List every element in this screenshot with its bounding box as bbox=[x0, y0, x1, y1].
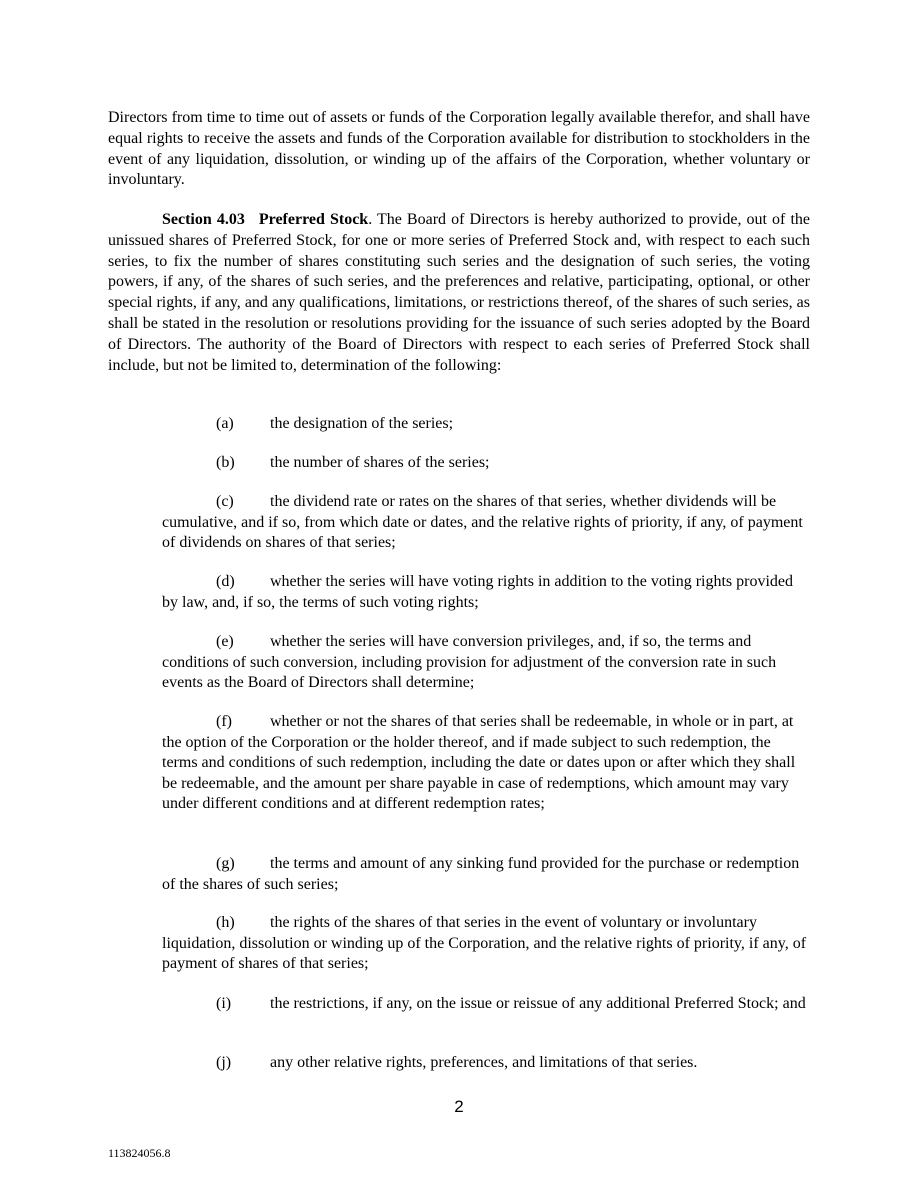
list-item-e bbox=[162, 632, 810, 694]
list-item-b bbox=[162, 453, 810, 474]
list-item-text: the number of shares of the series; bbox=[270, 454, 490, 471]
list-item-text: the restrictions, if any, on the issue or reissue of any additional Preferred Stock; and bbox=[270, 995, 806, 1012]
list-item-text: the dividend rate or rates on the shares of that series, whether dividends will be cumulative, and if so, from which date or dates, and the relative rights of priority, if any, of payment of dividends on shares of that series; bbox=[162, 493, 803, 551]
list-item-label: (h) bbox=[216, 914, 235, 931]
list-item-text: the terms and amount of any sinking fund provided for the purchase or redemption of the shares of such series; bbox=[162, 855, 800, 893]
list-item-c bbox=[162, 492, 810, 554]
document-id: 113824056.8 bbox=[108, 1146, 171, 1160]
list-item-text: the designation of the series; bbox=[270, 415, 454, 432]
list-item-label: (f) bbox=[216, 713, 232, 730]
list-item-text: the rights of the shares of that series in the event of voluntary or involuntary liquidation, dissolution or winding up of the Corporation, and the relative rights of priority, if any, of payment of shares of that series; bbox=[162, 914, 807, 972]
section-4-03-paragraph bbox=[108, 210, 810, 376]
page-number: 2 bbox=[454, 1097, 464, 1116]
list-item-label: (b) bbox=[216, 454, 235, 471]
section-body: . The Board of Directors is hereby authorized to provide, out of the unissued shares of Preferred Stock, for one or more series of Preferred Stock and, with respect to each such series, to fix the number of shares constituting such series and the designation of such series, the voting powers, if any, of the shares of such series, and the preferences and relative, participating, optional, or other special rights, if any, and any qualifications, limitations, or restrictions thereof, of the shares of such series, as shall be stated in the resolution or resolutions providing for the issuance of such series adopted by the Board of Directors. The authority of the Board of Directors with respect to each series of Preferred Stock shall include, but not be limited to, determination of the following: bbox=[108, 211, 811, 374]
list-item-label: (j) bbox=[216, 1054, 232, 1071]
list-item-text: whether the series will have conversion privileges, and, if so, the terms and conditions of such conversion, including provision for adjustment of the conversion rate in such events as the Board of Directors shall determine; bbox=[162, 633, 777, 691]
list-item-d bbox=[162, 572, 810, 613]
list-item-label: (c) bbox=[216, 493, 234, 510]
list-item-label: (a) bbox=[216, 415, 234, 432]
list-item-g bbox=[162, 854, 810, 895]
list-item-label: (i) bbox=[216, 995, 232, 1012]
list-item-i bbox=[162, 994, 810, 1015]
list-item-h bbox=[162, 913, 810, 975]
list-item-label: (d) bbox=[216, 573, 235, 590]
section-heading bbox=[162, 211, 368, 228]
intro-paragraph: Directors from time to time out of assets or funds of the Corporation legally available therefor, and shall have equal rights to receive the assets and funds of the Corporation available for distribution to stockholders in the event of any liquidation, dissolution, or winding up of the affairs of the Corporation, whether voluntary or involuntary. bbox=[108, 109, 810, 189]
section-number: Section 4.03 bbox=[162, 211, 245, 228]
list-item-text: any other relative rights, preferences, and limitations of that series. bbox=[270, 1054, 698, 1071]
list-item-label: (e) bbox=[216, 633, 234, 650]
list-item-f bbox=[162, 712, 810, 815]
list-item-a bbox=[162, 414, 810, 435]
list-item-label: (g) bbox=[216, 855, 235, 872]
list-item-j bbox=[162, 1053, 810, 1074]
list-item-text: whether the series will have voting rights in addition to the voting rights provided by law, and, if so, the terms of such voting rights; bbox=[162, 573, 794, 611]
list-item-text: whether or not the shares of that series shall be redeemable, in whole or in part, at the option of the Corporation or the holder thereof, and if made subject to such redemption, the terms and conditions of such redemption, including the date or dates upon or after which they shall be redeemable, and the amount per share payable in case of redemptions, which amount may vary under different conditions and at different redemption rates; bbox=[162, 713, 796, 812]
section-title: Preferred Stock bbox=[258, 211, 369, 228]
